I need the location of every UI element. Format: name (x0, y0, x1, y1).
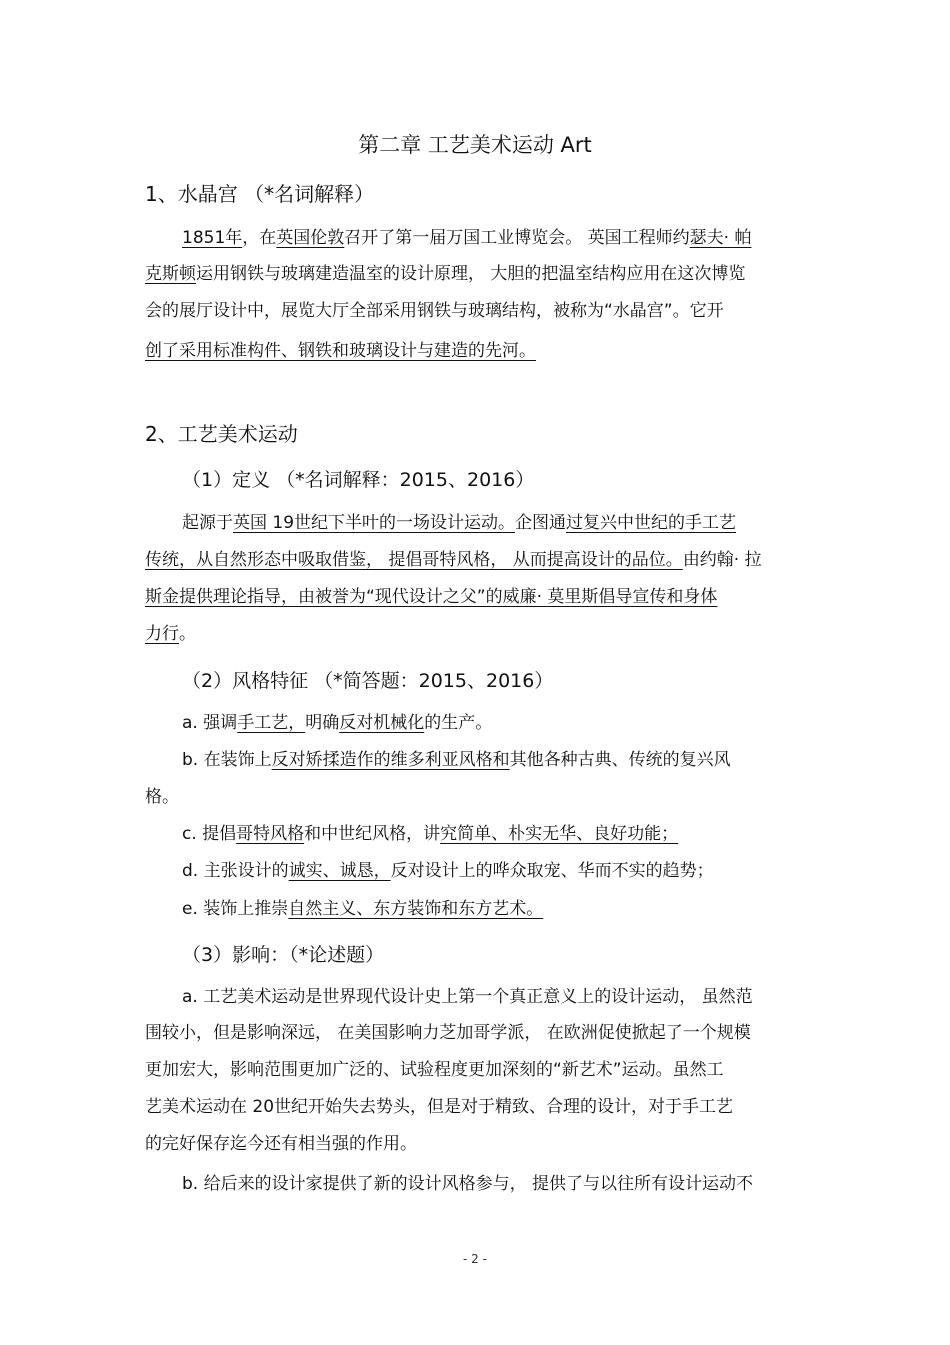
paragraph-line: 的完好保存迄今还有相当强的作用。 (145, 1134, 417, 1154)
text: 和中世纪风格，讲 (304, 824, 441, 844)
paragraph-line (145, 585, 717, 609)
underlined-text: 诚实、诚恳， (288, 861, 391, 881)
paragraph-line (145, 622, 196, 646)
paragraph-line (145, 299, 724, 323)
underlined-text: 传统，从自然形态中吸取借鉴， 提倡哥特风格， 从而提高设计的品位。 (145, 550, 683, 570)
underlined-text: 克斯顿 (145, 264, 196, 284)
underlined-text: 1851年 (182, 228, 243, 248)
paragraph-line: 围较小，但是影响深远， 在美国影响力芝加哥学派， 在欧洲促使掀起了一个规模 (145, 1023, 751, 1043)
text: ，在 (242, 228, 277, 248)
list-item-d (182, 859, 714, 883)
paragraph-line: 艺美术运动在 20世纪开始失去势头，但是对于精致、合理的设计，对于手工艺 (145, 1097, 734, 1117)
underlined-text: 反对矫揉造作的维多利亚风格和 (271, 750, 510, 770)
section-heading-crystal-palace: 1、水晶宫 （*名词解释） (145, 182, 375, 206)
paragraph-line (182, 511, 736, 535)
text: 的生产。 (424, 713, 493, 733)
list-item-c (182, 822, 678, 846)
underlined-text: 创了采用标准构件、钢铁和玻璃设计与建造的先河。 (145, 341, 536, 361)
paragraph-line (145, 339, 536, 363)
text: 由约翰· 拉 (682, 550, 762, 570)
list-item-a (182, 711, 492, 735)
underlined-text: 力行 (145, 624, 179, 644)
text: a. 强调 (182, 713, 238, 733)
text: e. 装饰上推崇 (182, 899, 289, 919)
text: 明确 (305, 713, 340, 733)
underlined-text: 瑟夫· 帕 (689, 228, 752, 248)
list-item-e (182, 897, 543, 921)
underlined-text: 英国伦敦 (276, 228, 345, 248)
list-item-b (182, 748, 731, 772)
underlined-text: 反对机械化 (339, 713, 425, 733)
paragraph-line: b. 给后来的设计家提供了新的设计风格参与， 提供了与以往所有设计运动不 (182, 1174, 754, 1194)
text: d. 主张设计的 (182, 861, 289, 881)
paragraph-line (145, 548, 762, 572)
underlined-text: 自然主义、东方装饰和东方艺术。 (288, 899, 544, 919)
underlined-text: 由被誉为“现代设计之父”的威廉· 莫里斯倡导宣传和身体 (298, 587, 718, 607)
underlined-text: 手工艺， (237, 713, 306, 733)
paragraph-line (182, 226, 751, 250)
underlined-text: 过复兴中世纪的手工艺 (566, 513, 737, 533)
paragraph-line: 更加宏大，影响范围更加广泛的、试验程度更加深刻的“新艺术”运动。虽然工 (145, 1060, 724, 1080)
text: 企图通 (515, 513, 567, 533)
underlined-text: 英国 19世纪下半叶的一场设计运动。 (233, 513, 516, 533)
text: 会的展厅设计中，展览大厅全部采用钢铁与玻璃结构，被称为“水晶宫”。它开 (145, 301, 724, 321)
subsection-heading-definition: （1）定义 （*名词解释：2015、2016） (182, 469, 535, 491)
text: 反对设计上的哗众取宠、华而不实的趋势； (390, 861, 714, 881)
underlined-text: 哥特风格 (236, 824, 305, 844)
paragraph-line (145, 262, 745, 286)
page-number: - 2 - (463, 1252, 487, 1266)
text: b. 在装饰上 (182, 750, 272, 770)
underlined-text: 究简单、朴实无华、良好功能； (440, 824, 679, 844)
subsection-heading-influence: （3）影响：（*论述题） (182, 944, 385, 966)
section-heading-arts-crafts: 2、工艺美术运动 (145, 422, 298, 446)
paragraph-line: a. 工艺美术运动是世界现代设计史上第一个真正意义上的设计运动， 虽然范 (182, 987, 753, 1007)
text: c. 提倡 (182, 824, 237, 844)
subsection-heading-style-features: （2）风格特征 （*简答题：2015、2016） (182, 670, 554, 692)
text: 起源于 (182, 513, 233, 533)
chapter-title: 第二章 工艺美术运动 Art (358, 133, 592, 157)
text: 。 (179, 624, 196, 644)
text: 召开了第一届万国工业博览会。 英国工程师约 (344, 228, 690, 248)
text: 运用钢铁与玻璃建造温室的设计原理， 大胆的把温室结构应用在这次博览 (196, 264, 746, 284)
underlined-text: 斯金提供理论指导， (145, 587, 298, 607)
text: 其他各种古典、传统的复兴风 (509, 750, 731, 770)
list-item-b-continued: 格。 (145, 787, 179, 807)
